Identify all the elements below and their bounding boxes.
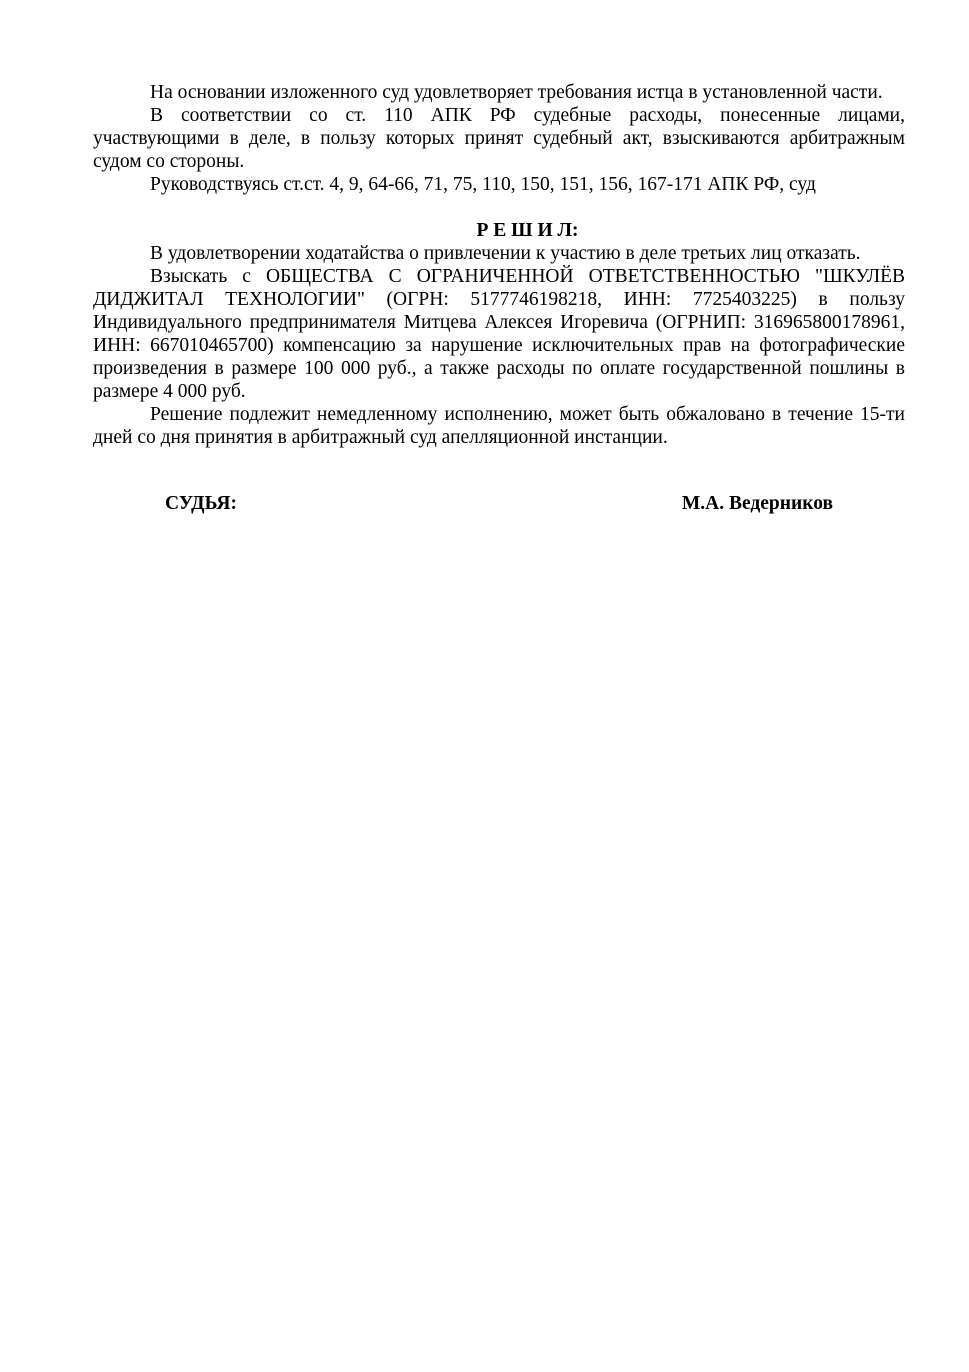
paragraph-guided-by-articles: Руководствуясь ст.ст. 4, 9, 64-66, 71, 75, 110, 150, 151, 156, 167-171 АПК РФ, суд <box>150 174 816 195</box>
judge-name: М.А. Ведерников <box>681 493 833 514</box>
judge-label: СУДЬЯ: <box>165 493 238 514</box>
resolution-paragraph-third-parties: В удовлетворении ходатайства о привлечении к участию в деле третьих лиц отказать. <box>150 243 861 264</box>
resolution-heading: Р Е Ш И Л: <box>476 220 579 241</box>
paragraph-basis-of-decision: На основании изложенного суд удовлетворяет требования истца в установленной части. <box>150 82 883 103</box>
signature-row <box>93 492 905 515</box>
paragraph-court-costs: В соответствии со ст. 110 АПК РФ судебные расходы, понесенные лицами, участвующими в деле, в пользу которых принят судебный акт, взыскиваются арбитражным судом со стороны. <box>93 105 905 172</box>
resolution-paragraph-recovery: Взыскать с ОБЩЕСТВА С ОГРАНИЧЕННОЙ ОТВЕТСТВЕННОСТЬЮ "ШКУЛЁВ ДИДЖИТАЛ ТЕХНОЛОГИИ" (ОГРН: 5177746198218, ИНН: 7725403225) в пользу Индивидуального предпринимателя Митцева Алексея Игоревича (ОГРНИП: 316965800178961, ИНН: 667010465700) компенсацию за нарушение исключительных прав на фотографические произведения в размере 100 000 руб., а также расходы по оплате государственной пошлины в размере 4 000 руб. <box>93 266 905 402</box>
resolution-paragraph-enforcement: Решение подлежит немедленному исполнению, может быть обжаловано в течение 15-ти дней со дня принятия в арбитражный суд апелляционной инстанции. <box>93 404 905 448</box>
